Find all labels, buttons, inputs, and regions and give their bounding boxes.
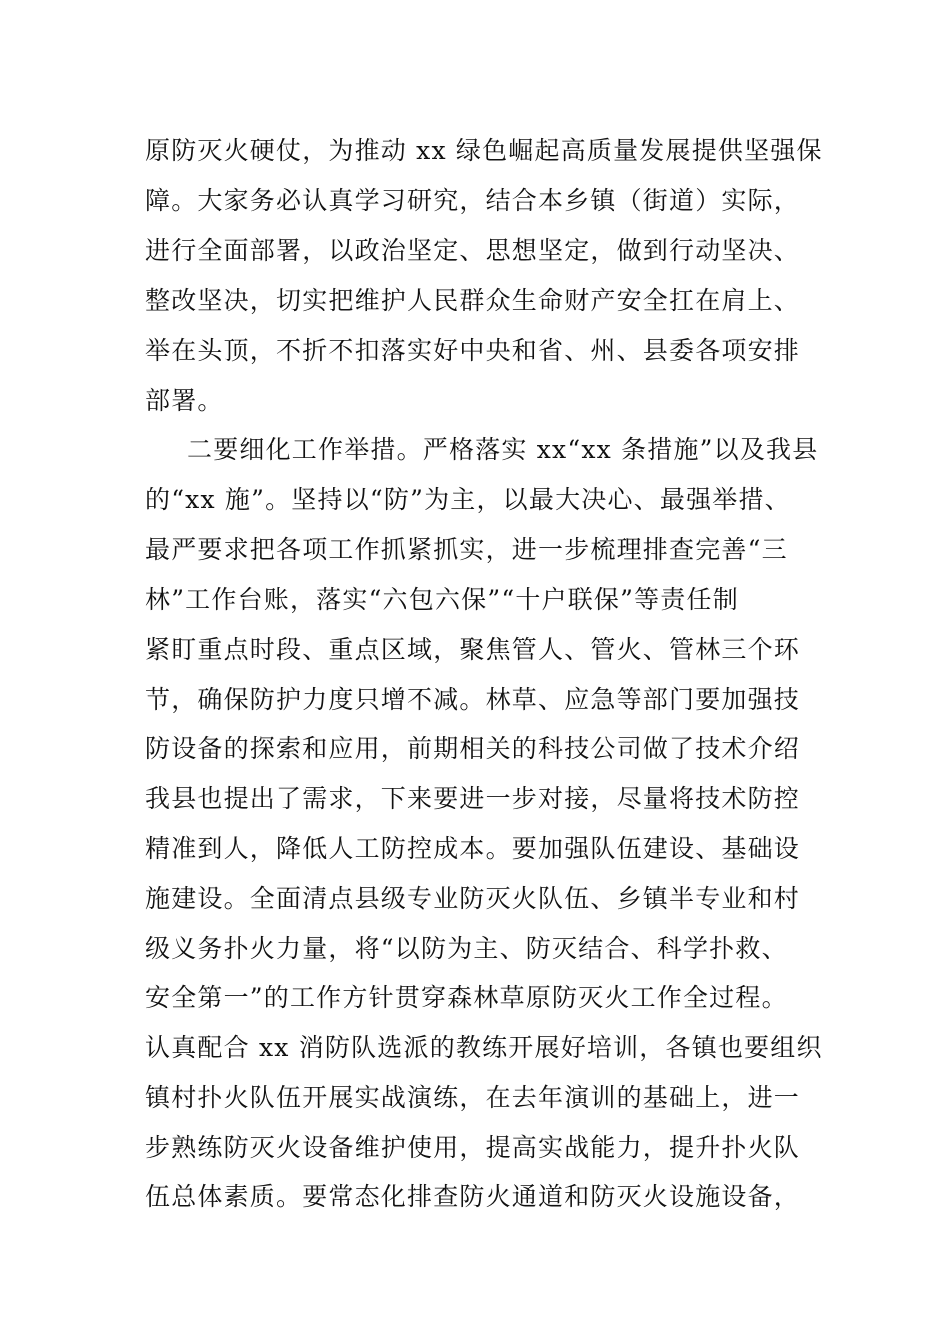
- text-line: 林”工作台账，落实“六包六保”“十户联保”等责任制: [145, 585, 739, 614]
- text-line: 伍总体素质。要常态化排查防火通道和防灭火设施设备，: [145, 1182, 801, 1211]
- text-line: 精准到人，降低人工防控成本。要加强队伍建设、基础设: [145, 834, 801, 863]
- text-line: 障。大家务必认真学习研究，结合本乡镇（街道）实际，: [145, 186, 801, 215]
- text-line: 举在头顶，不折不扣落实好中央和省、州、县委各项安排: [145, 336, 801, 365]
- text-line: 紧盯重点时段、重点区域，聚焦管人、管火、管林三个环: [145, 635, 801, 664]
- text-line: 级义务扑火力量，将“以防为主、防灭结合、科学扑救、: [145, 934, 788, 963]
- text-line: 施建设。全面清点县级专业防灭火队伍、乡镇半专业和村: [145, 884, 801, 913]
- text-line: 我县也提出了需求，下来要进一步对接，尽量将技术防控: [145, 784, 801, 813]
- text-line: 进行全面部署，以政治坚定、思想坚定，做到行动坚决、: [145, 236, 801, 265]
- text-line: 原防灭火硬仗，为推动 xx 绿色崛起高质量发展提供坚强保: [145, 136, 823, 165]
- text-line: 节，确保防护力度只增不减。林草、应急等部门要加强技: [145, 685, 801, 714]
- text-line: 步熟练防灭火设备维护使用，提高实战能力，提升扑火队: [145, 1133, 801, 1162]
- text-line: 整改坚决，切实把维护人民群众生命财产安全扛在肩上、: [145, 286, 801, 315]
- text-line: 最严要求把各项工作抓紧抓实，进一步梳理排查完善“三: [145, 535, 788, 564]
- text-line: 的“xx 施”。坚持以“防”为主，以最大决心、最强举措、: [145, 485, 791, 514]
- text-line: 部署。: [145, 386, 224, 415]
- text-line: 防设备的探索和应用，前期相关的科技公司做了技术介绍: [145, 734, 801, 763]
- text-line: 镇村扑火队伍开展实战演练，在去年演训的基础上，进一: [145, 1083, 801, 1112]
- text-line: 安全第一”的工作方针贯穿森林草原防灭火工作全过程。: [145, 983, 788, 1012]
- text-line: 认真配合 xx 消防队选派的教练开展好培训，各镇也要组织: [145, 1033, 823, 1062]
- paragraph-first-line: 二要细化工作举措。严格落实 xx“xx 条措施”以及我县: [187, 435, 819, 464]
